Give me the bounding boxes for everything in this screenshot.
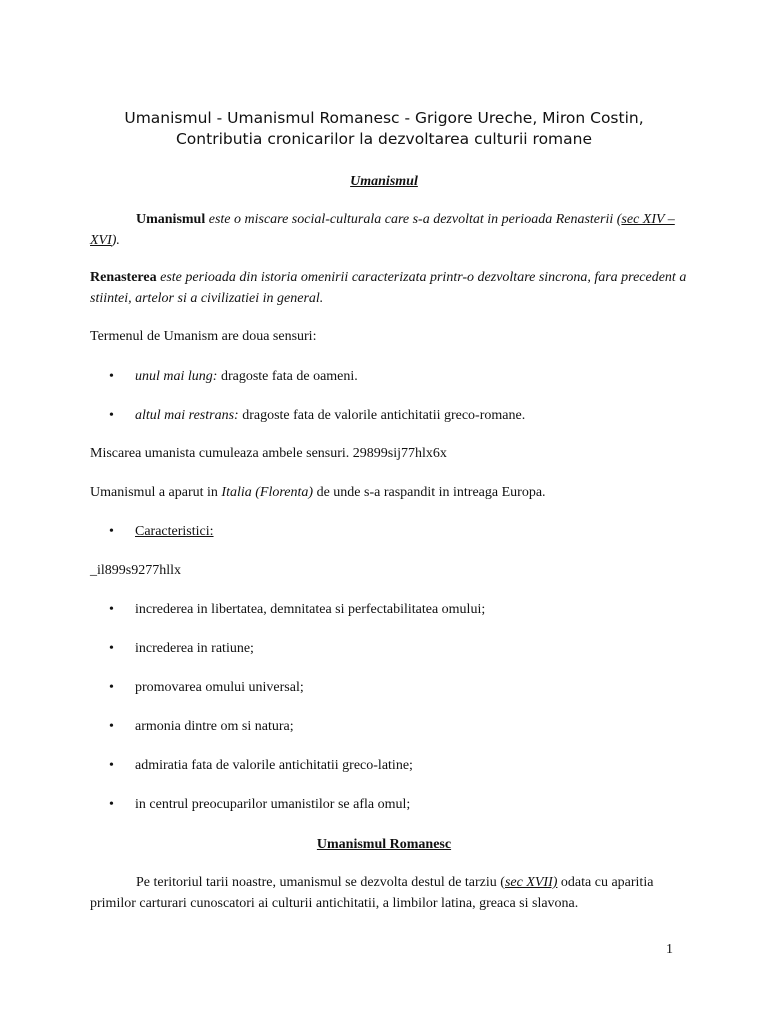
code-line: _il899s9277hllx [90,563,182,578]
bullet-icon: • [109,369,114,384]
characteristic-text: promovarea omului universal; [135,680,304,695]
romanesc-text-before: Pe teritoriul tarii noastre, umanismul se dezvolta destul de tarziu ( [136,875,505,890]
romanesc-text-after: odata cu aparitia primilor carturari cunoscatori ai culturii antichitatii, a limbilor latina, greaca si slavona. [90,875,654,911]
term-renasterea: Renasterea [90,270,157,285]
paragraph-aparitie [90,482,690,503]
bullet-icon: • [109,797,114,812]
aparitie-text-after: de unde s-a raspandit in intreaga Europa. [313,485,546,500]
characteristic-text: in centrul preocuparilor umanistilor se afla omul; [135,797,411,812]
characteristic-text: armonia dintre om si natura; [135,719,294,734]
bullet-icon: • [109,408,114,423]
title-line-1: Umanismul - Umanismul Romanesc - Grigore Ureche, Miron Costin, [124,109,644,127]
page-number: 1 [666,942,673,957]
bullet-icon: • [109,758,114,773]
bullet-icon: • [109,719,114,734]
paragraph-cumuleaza: Miscarea umanista cumuleaza ambele sensuri. 29899sij77hlx6x [90,446,447,461]
document-title [60,108,708,150]
characteristic-text: admiratia fata de valorile antichitatii greco-latine; [135,758,413,773]
characteristics-label: Caracteristici: [135,524,214,539]
paragraph-renasterea-definition [90,267,690,309]
bullet-icon: • [109,602,114,617]
definition-tail: ). [111,233,120,248]
section-heading-umanismul: Umanismul [350,174,418,189]
century-link-xvii[interactable]: sec XVII) [504,875,558,890]
title-line-2: Contributia cronicarilor la dezvoltarea culturii romane [175,130,593,148]
paragraph-umanismul-definition [90,209,690,251]
definition-text: este o miscare social-culturala care s-a dezvoltat in perioada Renasterii ( [205,212,622,227]
bullet-icon: • [109,641,114,656]
sense-text: dragoste fata de valorile antichitatii greco-romane. [238,408,526,423]
characteristic-text: increderea in ratiune; [135,641,254,656]
characteristic-text: increderea in libertatea, demnitatea si perfectabilitatea omului; [135,602,486,617]
bullet-icon: • [109,680,114,695]
sense-text: dragoste fata de oameni. [217,369,358,384]
paragraph-romanesc [90,872,690,914]
term-umanismul: Umanismul [136,212,206,227]
aparitie-text-before: Umanismul a aparut in [90,485,222,500]
location-italic: Italia (Florenta) [221,485,314,500]
sense-label: altul mai restrans: [135,408,239,423]
renasterea-text: este perioada din istoria omenirii caracterizata printr-o dezvoltare sincrona, fara precedent a stiintei, artelor si a civilizatiei in general. [90,270,687,306]
paragraph-sensuri: Termenul de Umanism are doua sensuri: [90,329,317,344]
bullet-icon: • [109,524,114,539]
century-link[interactable]: sec XIV – XVI [90,212,675,248]
sense-label: unul mai lung: [135,369,218,384]
section-heading-umanismul-romanesc: Umanismul Romanesc [316,837,452,852]
